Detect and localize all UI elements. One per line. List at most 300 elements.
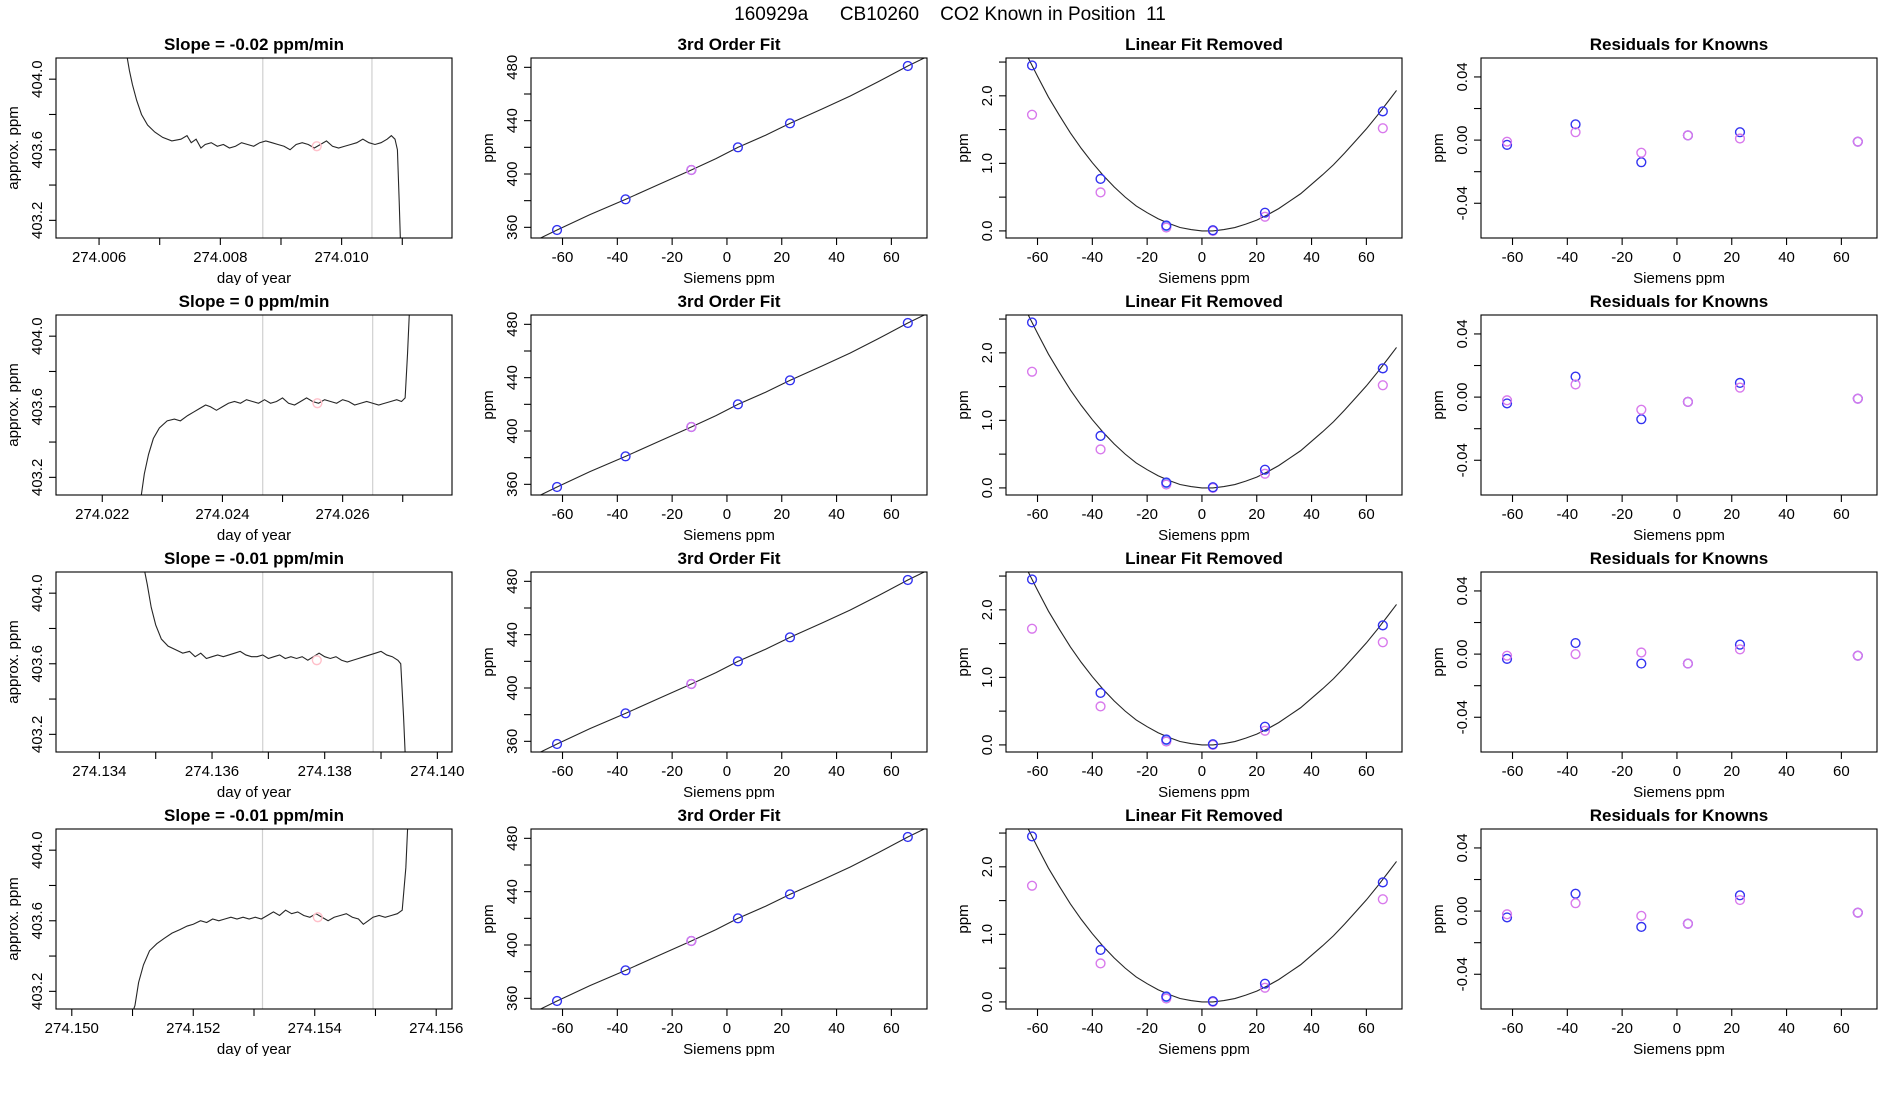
x-tick-label: -20 <box>1611 506 1633 523</box>
plot-row4-linear-fit-removed-svg <box>950 799 1425 1056</box>
plot-row1-residuals-frame <box>1481 58 1877 238</box>
plot-row2-linear-fit-removed <box>950 285 1425 542</box>
linfit-violet-point <box>1378 381 1387 390</box>
residual-violet-point <box>1637 648 1646 657</box>
plot-title: Residuals for Knowns <box>1589 35 1769 54</box>
y-axis-label: ppm <box>480 390 497 420</box>
x-tick-label: 0 <box>722 249 732 266</box>
x-tick-label: -40 <box>606 249 629 266</box>
y-tick-label: 400 <box>504 932 521 958</box>
plot-row4-linear-fit-removed-frame <box>1006 829 1402 1009</box>
plot-row2-timeseries <box>0 285 475 542</box>
x-tick-label: -20 <box>661 763 683 780</box>
y-tick-label: -0.04 <box>1454 957 1471 992</box>
y-tick-label: 0.00 <box>1454 382 1471 412</box>
y-tick-label: 480 <box>504 825 521 851</box>
x-tick-label: -60 <box>1026 1020 1049 1037</box>
plot-row3-residuals <box>1425 542 1900 799</box>
plot-row1-linear-fit-removed-frame <box>1006 58 1402 238</box>
y-tick-label: 400 <box>504 161 521 187</box>
x-tick-label: -20 <box>1611 249 1633 266</box>
y-tick-label: 404.0 <box>29 317 46 355</box>
linfit-violet-point <box>1028 110 1037 119</box>
plot-row4-third-order-fit-plot-area <box>532 829 924 1013</box>
x-tick-label: -40 <box>1081 506 1104 523</box>
x-tick-label: -20 <box>1611 763 1633 780</box>
y-tick-label: 403.6 <box>29 644 46 683</box>
residual-blue-point <box>1637 659 1646 668</box>
linfit-violet-point <box>1028 367 1037 376</box>
plot-row1-timeseries-plot-area <box>127 56 401 241</box>
x-tick-label: 40 <box>1303 763 1320 780</box>
x-tick-label: 0 <box>1197 763 1207 780</box>
linfit-violet-point <box>1096 702 1105 711</box>
x-tick-label: 274.156 <box>409 1020 464 1037</box>
x-tick-label: 20 <box>1723 506 1741 523</box>
x-tick-label: -60 <box>1026 249 1049 266</box>
y-axis-label: ppm <box>480 904 497 934</box>
plot-row1-timeseries <box>0 28 475 285</box>
y-axis-label: ppm <box>955 904 972 934</box>
plot-row1-linear-fit-removed-plot-area <box>1021 43 1396 235</box>
x-axis-label: Siemens ppm <box>1158 270 1250 285</box>
x-tick-label: 274.154 <box>287 1020 342 1037</box>
plot-row3-residuals-frame <box>1481 572 1877 752</box>
x-tick-label: -40 <box>1556 249 1579 266</box>
x-tick-label: 60 <box>883 506 900 523</box>
x-tick-label: -40 <box>1081 1020 1104 1037</box>
y-tick-label: 1.0 <box>979 152 996 174</box>
x-tick-label: 0 <box>1672 1020 1682 1037</box>
y-tick-label: 0.04 <box>1454 319 1471 349</box>
linfit-blue-point <box>1096 689 1105 698</box>
x-tick-label: 40 <box>1778 763 1795 780</box>
y-tick-label: 0.0 <box>979 991 996 1013</box>
plot-row4-residuals-plot-area <box>1503 889 1863 931</box>
x-axis-label: Siemens ppm <box>683 1041 775 1056</box>
x-tick-label: -20 <box>661 249 683 266</box>
y-tick-label: 480 <box>504 568 521 594</box>
x-tick-label: -60 <box>1026 763 1049 780</box>
x-tick-label: 20 <box>1248 763 1266 780</box>
x-tick-label: 60 <box>883 249 900 266</box>
plot-row1-third-order-fit-plot-area <box>532 58 924 242</box>
y-tick-label: 480 <box>504 54 521 80</box>
plot-row4-timeseries-svg <box>0 799 475 1056</box>
x-tick-label: 0 <box>1672 506 1682 523</box>
linfit-violet-point <box>1378 638 1387 647</box>
x-tick-label: 40 <box>1303 506 1320 523</box>
plot-row3-timeseries-curve <box>144 570 405 755</box>
y-tick-label: 403.6 <box>29 901 46 940</box>
plot-title: 3rd Order Fit <box>677 35 781 54</box>
x-tick-label: 20 <box>1723 1020 1741 1037</box>
x-tick-label: 20 <box>773 1020 791 1037</box>
y-tick-label: 2.0 <box>979 856 996 878</box>
x-tick-label: 20 <box>1248 249 1266 266</box>
y-axis-label: ppm <box>1430 390 1447 420</box>
y-tick-label: 440 <box>504 622 521 648</box>
x-tick-label: -20 <box>1136 249 1158 266</box>
residual-violet-point <box>1736 134 1745 143</box>
y-tick-label: 2.0 <box>979 342 996 364</box>
y-axis-label: ppm <box>480 647 497 677</box>
y-axis-label: ppm <box>1430 133 1447 163</box>
x-tick-label: 0 <box>1197 506 1207 523</box>
residual-violet-point <box>1637 405 1646 414</box>
plot-row4-third-order-fit-frame <box>531 829 927 1009</box>
x-axis-label: day of year <box>216 784 292 799</box>
x-tick-label: 20 <box>1723 763 1741 780</box>
plot-row2-residuals <box>1425 285 1900 542</box>
plot-row3-third-order-fit-plot-area <box>532 572 924 756</box>
residual-violet-point <box>1571 899 1580 908</box>
x-tick-label: -20 <box>661 506 683 523</box>
x-axis-label: Siemens ppm <box>683 270 775 285</box>
x-tick-label: 0 <box>722 506 732 523</box>
y-tick-label: 1.0 <box>979 666 996 688</box>
x-axis-label: Siemens ppm <box>1158 784 1250 799</box>
x-tick-label: 0 <box>1197 1020 1207 1037</box>
y-axis-label: ppm <box>480 133 497 163</box>
y-tick-label: 403.2 <box>29 201 46 240</box>
plot-title: Slope = -0.02 ppm/min <box>164 35 344 54</box>
y-tick-label: 0.04 <box>1454 62 1471 92</box>
x-tick-label: -60 <box>1501 249 1524 266</box>
linfit-violet-point <box>1096 959 1105 968</box>
plot-row1-timeseries-curve <box>127 56 401 241</box>
plot-row3-timeseries-svg <box>0 542 475 799</box>
plot-row1-third-order-fit-svg <box>475 28 950 285</box>
residual-violet-point <box>1853 137 1862 146</box>
plot-grid <box>0 28 1900 1056</box>
plot-row3-residuals-svg <box>1425 542 1900 799</box>
x-axis-label: Siemens ppm <box>1633 784 1725 799</box>
linfit-violet-point <box>1028 624 1037 633</box>
plot-row1-timeseries-frame <box>56 58 452 238</box>
residual-violet-point <box>1853 908 1862 917</box>
x-tick-label: -20 <box>1136 1020 1158 1037</box>
x-tick-label: 20 <box>1723 249 1741 266</box>
x-tick-label: -20 <box>1136 763 1158 780</box>
plot-row4-residuals-frame <box>1481 829 1877 1009</box>
x-axis-label: day of year <box>216 1041 292 1056</box>
x-tick-label: 40 <box>828 763 845 780</box>
plot-row1-third-order-fit <box>475 28 950 285</box>
y-tick-label: 1.0 <box>979 923 996 945</box>
plot-row2-linear-fit-removed-curve <box>1021 300 1396 488</box>
plot-row4-residuals <box>1425 799 1900 1056</box>
linfit-violet-point <box>1096 445 1105 454</box>
residual-blue-point <box>1571 639 1580 648</box>
y-tick-label: 2.0 <box>979 599 996 621</box>
residual-violet-point <box>1853 651 1862 660</box>
plot-title: Residuals for Knowns <box>1589 806 1769 825</box>
y-tick-label: 360 <box>504 728 521 754</box>
y-tick-label: -0.04 <box>1454 186 1471 221</box>
plot-row2-third-order-fit <box>475 285 950 542</box>
plot-row4-timeseries <box>0 799 475 1056</box>
y-axis-label: ppm <box>955 133 972 163</box>
plot-row3-third-order-fit-frame <box>531 572 927 752</box>
plot-row2-residuals-plot-area <box>1503 372 1863 423</box>
x-tick-label: 20 <box>1248 1020 1266 1037</box>
x-tick-label: 60 <box>1833 506 1850 523</box>
plot-title: Linear Fit Removed <box>1125 292 1283 311</box>
x-axis-label: day of year <box>216 527 292 542</box>
y-axis-label: approx. ppm <box>5 620 22 704</box>
plot-row4-timeseries-plot-area <box>133 827 408 1012</box>
residual-violet-point <box>1637 148 1646 157</box>
y-tick-label: 0.00 <box>1454 896 1471 926</box>
linfit-violet-point <box>1096 188 1105 197</box>
x-axis-label: Siemens ppm <box>1633 527 1725 542</box>
x-tick-label: 60 <box>1833 249 1850 266</box>
x-tick-label: 274.150 <box>44 1020 99 1037</box>
residual-violet-point <box>1637 911 1646 920</box>
x-tick-label: -60 <box>1026 506 1049 523</box>
x-tick-label: 60 <box>883 763 900 780</box>
x-tick-label: -20 <box>661 1020 683 1037</box>
plot-row2-timeseries-frame <box>56 315 452 495</box>
plot-row2-timeseries-svg <box>0 285 475 542</box>
plot-row3-linear-fit-removed <box>950 542 1425 799</box>
x-tick-label: 40 <box>1778 506 1795 523</box>
x-tick-label: -20 <box>1136 506 1158 523</box>
x-tick-label: 60 <box>1833 763 1850 780</box>
x-tick-label: -60 <box>551 506 574 523</box>
plot-row2-linear-fit-removed-svg <box>950 285 1425 542</box>
plot-row3-residuals-plot-area <box>1503 639 1863 668</box>
x-axis-label: Siemens ppm <box>1633 1041 1725 1056</box>
y-tick-label: 0.04 <box>1454 576 1471 606</box>
plot-row2-linear-fit-removed-frame <box>1006 315 1402 495</box>
x-tick-label: 40 <box>1778 249 1795 266</box>
plot-row2-timeseries-plot-area <box>140 313 410 498</box>
x-tick-label: 40 <box>1303 1020 1320 1037</box>
x-tick-label: 274.022 <box>75 506 130 523</box>
x-tick-label: 274.006 <box>71 249 127 266</box>
x-tick-label: 20 <box>1248 506 1266 523</box>
y-axis-label: ppm <box>1430 647 1447 677</box>
y-tick-label: 0.00 <box>1454 639 1471 669</box>
x-tick-label: 0 <box>722 763 732 780</box>
x-tick-label: -40 <box>606 506 629 523</box>
x-tick-label: 60 <box>1833 1020 1850 1037</box>
y-tick-label: 440 <box>504 108 521 134</box>
x-tick-label: -60 <box>1501 506 1524 523</box>
x-tick-label: 274.138 <box>297 763 352 780</box>
x-axis-label: Siemens ppm <box>1158 1041 1250 1056</box>
plot-row3-third-order-fit <box>475 542 950 799</box>
plot-row1-timeseries-svg <box>0 28 475 285</box>
plot-title: Residuals for Knowns <box>1589 549 1769 568</box>
residual-violet-point <box>1684 919 1693 928</box>
x-tick-label: 20 <box>773 506 791 523</box>
x-axis-label: day of year <box>216 270 292 285</box>
y-tick-label: 440 <box>504 365 521 391</box>
residual-blue-point <box>1637 158 1646 167</box>
y-tick-label: 403.2 <box>29 458 46 497</box>
x-tick-label: -60 <box>1501 763 1524 780</box>
x-tick-label: 60 <box>1358 506 1375 523</box>
linfit-violet-point <box>1378 124 1387 133</box>
plot-title: Slope = -0.01 ppm/min <box>164 806 344 825</box>
figure-title: 160929a CB10260 CO2 Known in Position 11 <box>734 4 1166 25</box>
y-tick-label: 440 <box>504 879 521 905</box>
plot-title: Linear Fit Removed <box>1125 35 1283 54</box>
plot-row2-third-order-fit-frame <box>531 315 927 495</box>
y-tick-label: 0.00 <box>1454 125 1471 155</box>
x-tick-label: 40 <box>1778 1020 1795 1037</box>
x-tick-label: -40 <box>1556 763 1579 780</box>
plot-row2-timeseries-curve <box>140 313 410 498</box>
plot-row2-residuals-frame <box>1481 315 1877 495</box>
y-axis-label: approx. ppm <box>5 363 22 447</box>
plot-row1-residuals-plot-area <box>1503 120 1863 167</box>
residual-blue-point <box>1571 889 1580 898</box>
x-tick-label: 60 <box>883 1020 900 1037</box>
x-tick-label: -40 <box>606 763 629 780</box>
plot-row4-third-order-fit-curve <box>532 829 924 1013</box>
y-tick-label: 0.0 <box>979 477 996 499</box>
x-tick-label: 274.008 <box>193 249 248 266</box>
x-tick-label: -40 <box>1556 506 1579 523</box>
residual-violet-point <box>1853 394 1862 403</box>
plot-row4-linear-fit-removed-curve <box>1021 814 1396 1002</box>
x-tick-label: 274.024 <box>195 506 250 523</box>
plot-title: Residuals for Knowns <box>1589 292 1769 311</box>
plot-row3-timeseries-frame <box>56 572 452 752</box>
x-tick-label: 274.010 <box>314 249 369 266</box>
x-tick-label: -40 <box>1556 1020 1579 1037</box>
y-tick-label: 400 <box>504 675 521 701</box>
plot-row3-linear-fit-removed-plot-area <box>1021 557 1396 749</box>
x-tick-label: 274.152 <box>166 1020 221 1037</box>
y-axis-label: approx. ppm <box>5 877 22 961</box>
x-tick-label: 0 <box>1197 249 1207 266</box>
linfit-blue-point <box>1096 432 1105 441</box>
plot-row3-linear-fit-removed-curve <box>1021 557 1396 745</box>
y-tick-label: 403.2 <box>29 972 46 1011</box>
linfit-blue-point <box>1096 175 1105 184</box>
plot-title: Linear Fit Removed <box>1125 806 1283 825</box>
y-tick-label: 2.0 <box>979 85 996 107</box>
x-tick-label: 274.136 <box>184 763 240 780</box>
x-tick-label: 0 <box>1672 249 1682 266</box>
y-tick-label: 0.0 <box>979 734 996 756</box>
x-tick-label: 0 <box>722 1020 732 1037</box>
plot-row4-linear-fit-removed <box>950 799 1425 1056</box>
linfit-blue-point <box>1096 946 1105 955</box>
x-tick-label: -60 <box>551 763 574 780</box>
x-tick-label: -40 <box>1081 249 1104 266</box>
residual-blue-point <box>1637 922 1646 931</box>
y-tick-label: 403.6 <box>29 130 46 169</box>
x-tick-label: 274.134 <box>72 763 127 780</box>
x-tick-label: -40 <box>606 1020 629 1037</box>
plot-row4-timeseries-frame <box>56 829 452 1009</box>
y-tick-label: 400 <box>504 418 521 444</box>
plot-row2-third-order-fit-svg <box>475 285 950 542</box>
plot-row1-residuals <box>1425 28 1900 285</box>
plot-row3-third-order-fit-curve <box>532 572 924 756</box>
plot-title: Slope = -0.01 ppm/min <box>164 549 344 568</box>
y-tick-label: 1.0 <box>979 409 996 431</box>
plot-row1-linear-fit-removed <box>950 28 1425 285</box>
plot-title: Linear Fit Removed <box>1125 549 1283 568</box>
x-tick-label: 60 <box>1358 763 1375 780</box>
plot-row4-residuals-svg <box>1425 799 1900 1056</box>
y-tick-label: 0.0 <box>979 220 996 242</box>
plot-row4-linear-fit-removed-plot-area <box>1021 814 1396 1006</box>
linfit-violet-point <box>1378 895 1387 904</box>
y-tick-label: 404.0 <box>29 60 46 98</box>
residual-violet-point <box>1684 131 1693 140</box>
y-axis-label: approx. ppm <box>5 106 22 190</box>
x-tick-label: -60 <box>1501 1020 1524 1037</box>
x-axis-label: Siemens ppm <box>1633 270 1725 285</box>
plot-row4-third-order-fit-svg <box>475 799 950 1056</box>
plot-row3-third-order-fit-svg <box>475 542 950 799</box>
y-tick-label: 480 <box>504 311 521 337</box>
y-tick-label: 403.6 <box>29 387 46 426</box>
x-tick-label: -60 <box>551 1020 574 1037</box>
x-tick-label: 40 <box>1303 249 1320 266</box>
plot-title: 3rd Order Fit <box>677 806 781 825</box>
y-axis-label: ppm <box>1430 904 1447 934</box>
y-tick-label: 360 <box>504 985 521 1011</box>
x-tick-label: 40 <box>828 249 845 266</box>
residual-violet-point <box>1684 659 1693 668</box>
y-tick-label: 403.2 <box>29 715 46 754</box>
x-tick-label: -20 <box>1611 1020 1633 1037</box>
plot-row1-linear-fit-removed-curve <box>1021 43 1396 231</box>
x-axis-label: Siemens ppm <box>683 527 775 542</box>
x-tick-label: 20 <box>773 763 791 780</box>
plot-title: 3rd Order Fit <box>677 549 781 568</box>
plot-row3-linear-fit-removed-frame <box>1006 572 1402 752</box>
plot-row4-timeseries-curve <box>133 827 408 1012</box>
linfit-violet-point <box>1028 881 1037 890</box>
x-tick-label: 20 <box>773 249 791 266</box>
y-tick-label: 0.04 <box>1454 833 1471 863</box>
x-axis-label: Siemens ppm <box>683 784 775 799</box>
plot-title: 3rd Order Fit <box>677 292 781 311</box>
plot-row3-timeseries <box>0 542 475 799</box>
x-tick-label: 60 <box>1358 249 1375 266</box>
plot-row2-third-order-fit-curve <box>532 315 924 499</box>
y-tick-label: 404.0 <box>29 831 46 869</box>
y-axis-label: ppm <box>955 647 972 677</box>
plot-row1-third-order-fit-curve <box>532 58 924 242</box>
y-tick-label: -0.04 <box>1454 443 1471 478</box>
x-tick-label: 60 <box>1358 1020 1375 1037</box>
x-tick-label: 274.026 <box>315 506 370 523</box>
residual-blue-point <box>1637 415 1646 424</box>
x-tick-label: 40 <box>828 506 845 523</box>
y-tick-label: -0.04 <box>1454 700 1471 735</box>
x-axis-label: Siemens ppm <box>1158 527 1250 542</box>
x-tick-label: 274.140 <box>410 763 465 780</box>
x-tick-label: 0 <box>1672 763 1682 780</box>
x-tick-label: -60 <box>551 249 574 266</box>
y-axis-label: ppm <box>955 390 972 420</box>
y-tick-label: 360 <box>504 214 521 240</box>
plot-row2-residuals-svg <box>1425 285 1900 542</box>
plot-row4-third-order-fit <box>475 799 950 1056</box>
plot-row1-residuals-svg <box>1425 28 1900 285</box>
